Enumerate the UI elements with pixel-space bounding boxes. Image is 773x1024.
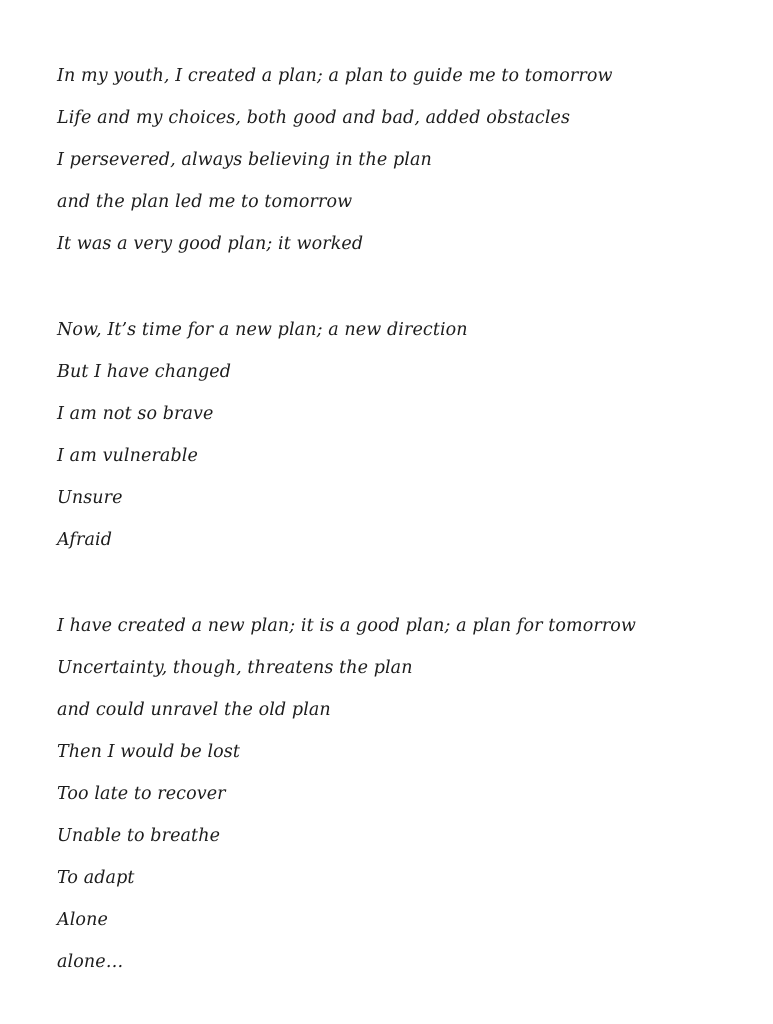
poem-line: I persevered, always believing in the plan <box>57 150 432 170</box>
poem-line: In my youth, I created a plan; a plan to guide me to tomorrow <box>57 66 613 86</box>
poem-line: Now, It’s time for a new plan; a new direction <box>57 320 468 340</box>
poem-line: To adapt <box>57 868 135 888</box>
poem-line: Then I would be lost <box>57 742 241 762</box>
poem-line: I am not so brave <box>57 404 214 424</box>
poem-line: alone… <box>57 952 124 972</box>
poem-line: Uncertainty, though, threatens the plan <box>57 658 413 678</box>
poem-line: It was a very good plan; it worked <box>57 234 364 254</box>
poem-line: and could unravel the old plan <box>57 700 331 720</box>
poem-line: But I have changed <box>57 362 232 382</box>
stanza-1 <box>57 66 757 276</box>
stanza-3 <box>57 616 757 994</box>
poem-line: Life and my choices, both good and bad, added obstacles <box>57 108 571 128</box>
poem-line: I am vulnerable <box>57 446 198 466</box>
poem-line: Unable to breathe <box>57 826 221 846</box>
poem-line: Too late to recover <box>57 784 226 804</box>
poem-line: I have created a new plan; it is a good plan; a plan for tomorrow <box>57 616 637 636</box>
poem-line: Afraid <box>57 530 113 550</box>
poem-line: Alone <box>57 910 108 930</box>
stanza-2 <box>57 320 757 572</box>
poem-line: Unsure <box>57 488 123 508</box>
poem-line: and the plan led me to tomorrow <box>57 192 353 212</box>
